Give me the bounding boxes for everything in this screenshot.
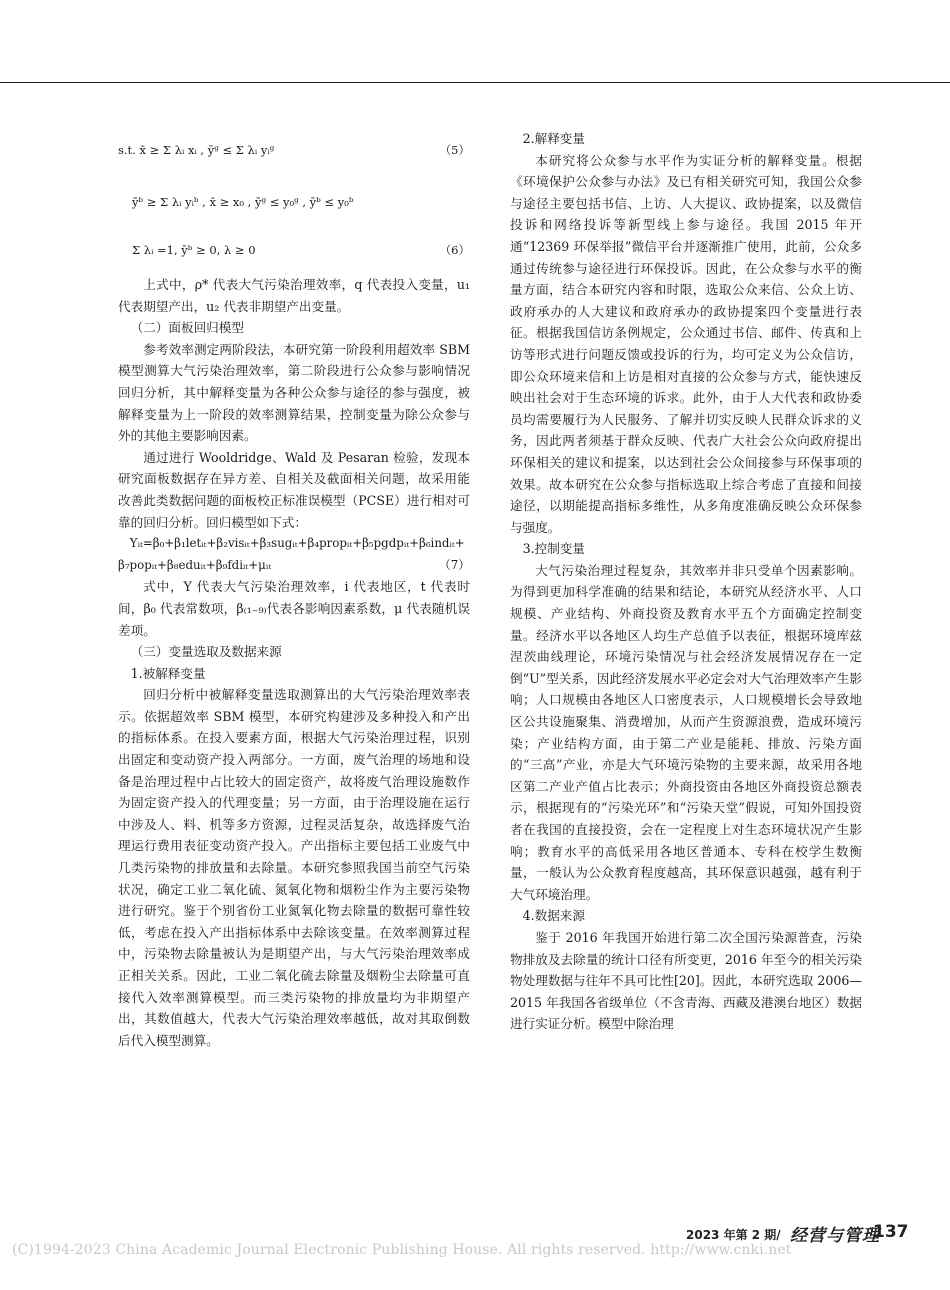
header-rule — [0, 82, 950, 83]
issue-label: 2023 年第 2 期/ — [686, 1228, 781, 1242]
formula-5-number: （5） — [439, 143, 470, 157]
subsection-heading: 3.控制变量 — [522, 541, 585, 557]
left-column — [118, 128, 470, 1051]
formula-5 — [118, 128, 470, 178]
formula-6-number: （6） — [439, 243, 470, 257]
formula-6-text: Σ λᵢ =1, ȳᵇ ≥ 0, λ ≥ 0 — [132, 243, 256, 257]
paragraph: 通过进行 Wooldridge、Wald 及 Pesaran 检验，发现本研究面板数据存在异方差、自相关及截面相关问题，故采用能改善此类数据问题的面板校正标准误模型（PCSE）进行相对可靠的回归分析。回归模型如下式： — [118, 449, 470, 530]
paragraph: 回归分析中被解释变量选取测算出的大气污染治理效率表示。依据超效率 SBM 模型，本研究构建涉及多种投入和产出的指标体系。在投入要素方面，根据大气污染治理过程，识别出固定和变动资产投入两部分。一方面，废气治理的场地和设备是治理过程中占比较大的固定资产，故将废气治理设施数作为固定资产投入的代理变量；另一方面，由于治理设施在运行中涉及人、料、机等多方资源，过程灵活复杂，故选择废气治理运行费用表征变动资产投入。产出指标主要包括工业废气中几类污染物的排放量和去除量。本研究参照我国当前空气污染状况，确定工业二氧化硫、氮氧化物和烟粉尘作为主要污染物进行研究。鉴于个别省份工业氮氧化物去除量的数据可靠性较低，考虑在投入产出指标体系中去除该变量。在效率测算过程中，污染物去除量被认为是期望产出，与大气污染治理效率成正相关关系。因此，工业二氧化硫去除量及烟粉尘去除量可直接代入效率测算模型。而三类污染物的排放量均为非期望产出，其数值越大，代表大气污染治理效率越低，故对其取倒数后代入模型测算。 — [118, 687, 470, 1048]
formula-7 — [118, 533, 470, 576]
journal-name: 经营与管理 — [790, 1226, 880, 1246]
subsection-heading: 2.解释变量 — [522, 131, 585, 146]
formula-6 — [118, 228, 470, 274]
subsection-heading: 1.被解释变量 — [130, 665, 206, 681]
formula-5-text: s.t. x̄ ≥ Σ λᵢ xᵢ , ȳᵍ ≤ Σ λᵢ yᵢᵍ — [118, 143, 275, 157]
paragraph: 鉴于 2016 年我国开始进行第二次全国污染源普查，污染物排放及去除量的统计口径有所变更，2016 年至今的相关污染物处理数据与往年不具可比性[20]。因此，本研究选取 2006—2015 年我国各省级单位（不含青海、西藏及港澳台地区）数据进行实证分析。模型中除治理 — [510, 929, 862, 1032]
paragraph: 大气污染治理过程复杂，其效率并非只受单个因素影响。为得到更加科学准确的结果和结论，本研究从经济水平、人口规模、产业结构、外商投资及教育水平五个方面确定控制变量。经济水平以各地区人均生产总值予以表征，根据环境库兹涅茨曲线理论，环境污染情况与社会经济发展情况存在一定倒“U”型关系，因此经济发展水平必定会对大气治理效率产生影响；人口规模由各地区人口密度表示，人口规模增长会导致地区公共设施聚集、消费增加，从而产生资源浪费，造成环境污染；产业结构方面，由于第二产业是能耗、排放、污染方面的“三高”产业，亦是大气环境污染物的主要来源，故采用各地区第二产业产值占比表示；外商投资由各地区外商投资总额表示，根据现有的“污染光环”和“污染天堂”假说，可知外国投资者在我国的直接投资，会在一定程度上对生态环境状况产生影响；教育水平的高低采用各地区普通本、专科在校学生数衡量，一般认为公众教育程度越高，其环保意识越强，越有利于大气环境治理。 — [510, 562, 862, 902]
paragraph: 参考效率测定两阶段法，本研究第一阶段利用超效率 SBM 模型测算大气污染治理效率，第二阶段进行公众参与影响情况回归分析，其中解释变量为各种公众参与途径的参与强度，被解释变量为上一阶段的效率测算结果，控制变量为除公众参与外的其他主要影响因素。 — [118, 341, 470, 444]
section-heading: （二）面板回归模型 — [130, 320, 244, 336]
copyright-notice: (C)1994-2023 China Academic Journal Electronic Publishing House. All rights reserved. http://www.cnki.net — [12, 1242, 792, 1258]
paragraph: 式中，Y 代表大气污染治理效率，i 代表地区，t 代表时间，β₀ 代表常数项，β₍₁₋₉₎代表各影响因素系数，μ 代表随机误差项。 — [118, 579, 470, 638]
right-column — [510, 128, 862, 1035]
paragraph: 本研究将公众参与水平作为实证分析的解释变量。根据《环境保护公众参与办法》及已有相关研究可知，我国公众参与途径主要包括书信、上访、人大提议、政协提案，以及微信投诉和网络投诉等新型线上参与途径。我国 2015 年开通“12369 环保举报”微信平台并逐渐推广使用，此前，公众多通过传统参与途径进行环保投诉。因此，在公众参与水平的衡量方面，结合本研究内容和时限，选取公众来信、公众上访、政府承办的人大建议和政府承办的政协提案四个变量进行表征。根据我国信访条例规定，公众通过书信、邮件、传真和上访等形式进行问题反馈或投诉的行为，均可定义为公众信访，即公众环境来信和上访是相对直接的公众参与方式，能快速反映出社会对于生态环境的诉求。此外，由于人大代表和政协委员均需要履行为人民服务、了解并切实反映人民群众诉求的义务，因此两者须基于群众反映、代表广大社会公众向政府提出环保相关的建议和提案，以达到社会公众间接参与环保事项的效果。故本研究在公众参与指标选取上综合考虑了直接和间接途径，以期能提高指标多维性，从多角度准确反映公众环保参与强度。 — [510, 152, 862, 535]
page-number: 137 — [873, 1222, 909, 1242]
formula-5b-text: ȳᵇ ≥ Σ λᵢ yᵢᵇ , x̄ ≥ x₀ , ȳᵍ ≤ y₀ᵍ , ȳᵇ ≤ y₀ᵇ — [132, 195, 354, 209]
formula-7-line2: β₇popᵢₜ+β₈eduᵢₜ+β₉fdiᵢₜ+μᵢₜ — [118, 557, 272, 572]
formula-7-number: （7） — [438, 557, 470, 572]
paragraph: 上式中，ρ* 代表大气污染治理效率，q 代表投入变量，u₁ 代表期望产出，u₂ 代表非期望产出变量。 — [118, 277, 470, 314]
formula-7-line1: Yᵢₜ=β₀+β₁letᵢₜ+β₂visᵢₜ+β₃sugᵢₜ+β₄propᵢₜ+β₅pgdpᵢₜ+β₆indᵢₜ+ — [129, 536, 465, 551]
formula-5b — [118, 178, 470, 228]
subsection-heading: 4.数据来源 — [522, 908, 585, 924]
section-heading: （三）变量选取及数据来源 — [130, 644, 282, 660]
